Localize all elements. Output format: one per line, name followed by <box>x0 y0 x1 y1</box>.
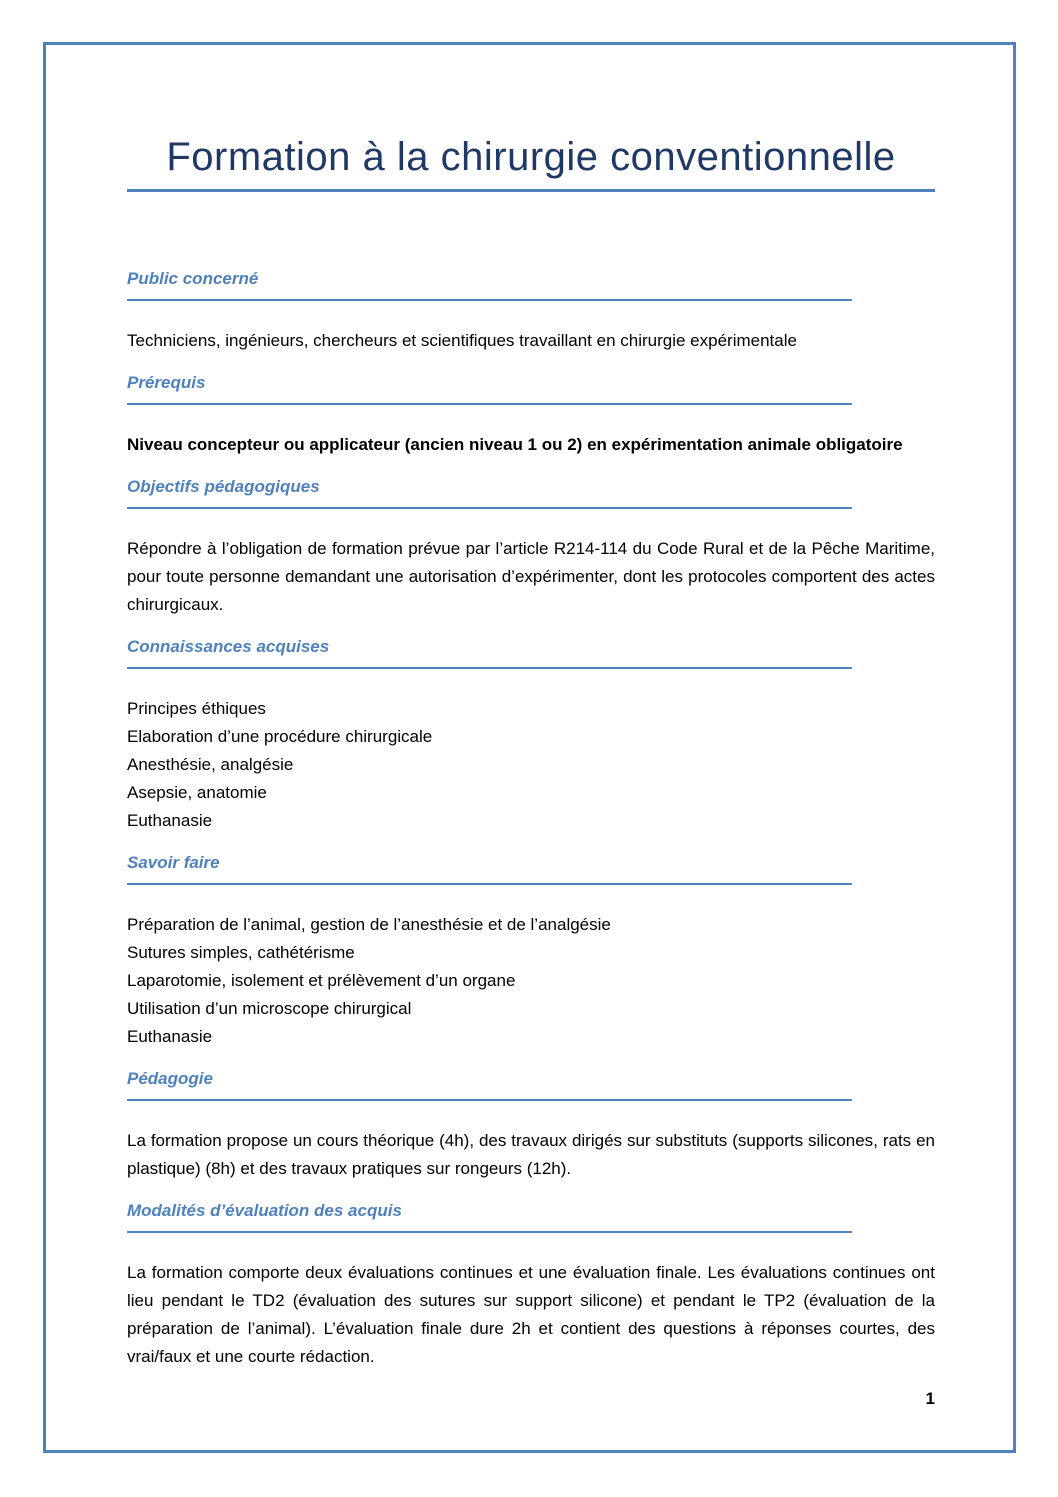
section-heading-modalites-evaluation: Modalités d’évaluation des acquis <box>127 1200 852 1233</box>
paragraph-public-concerne: Techniciens, ingénieurs, chercheurs et scientifiques travaillant en chirurgie expérimentale <box>127 331 797 350</box>
document-title: Formation à la chirurgie conventionnelle <box>127 133 935 192</box>
list-connaissances-acquises <box>127 695 935 835</box>
list-item: Préparation de l’animal, gestion de l’anesthésie et de l’analgésie <box>127 915 611 934</box>
page-number: 1 <box>925 1389 935 1408</box>
paragraph-prerequis: Niveau concepteur ou applicateur (ancien niveau 1 ou 2) en expérimentation animale obligatoire <box>127 435 903 454</box>
list-item: Anesthésie, analgésie <box>127 755 294 774</box>
section-heading-connaissances-acquises: Connaissances acquises <box>127 636 852 669</box>
section-heading-prerequis: Prérequis <box>127 372 852 405</box>
page-content <box>46 133 1013 1413</box>
section-heading-public-concerne: Public concerné <box>127 268 852 301</box>
list-item: Euthanasie <box>127 1027 213 1046</box>
section-heading-savoir-faire: Savoir faire <box>127 852 852 885</box>
page-border-frame <box>43 42 1016 1453</box>
list-item: Euthanasie <box>127 811 213 830</box>
list-item: Elaboration d’une procédure chirurgicale <box>127 727 433 746</box>
paragraph-pedagogie: La formation propose un cours théorique (4h), des travaux dirigés sur substituts (supports silicones, rats en plastique) (8h) et des travaux pratiques sur rongeurs (12h). <box>127 1131 935 1178</box>
list-savoir-faire <box>127 911 935 1051</box>
list-item: Principes éthiques <box>127 699 266 718</box>
paragraph-objectifs-pedagogiques: Répondre à l’obligation de formation prévue par l’article R214-114 du Code Rural et de la Pêche Maritime, pour toute personne demandant une autorisation d’expérimenter, dont les protocoles comportent des actes chirurgicaux. <box>127 539 935 614</box>
list-item: Sutures simples, cathétérisme <box>127 943 355 962</box>
section-heading-objectifs-pedagogiques: Objectifs pédagogiques <box>127 476 852 509</box>
list-item: Laparotomie, isolement et prélèvement d’un organe <box>127 971 516 990</box>
list-item: Asepsie, anatomie <box>127 783 267 802</box>
paragraph-modalites-evaluation: La formation comporte deux évaluations continues et une évaluation finale. Les évaluations continues ont lieu pendant le TD2 (évaluation des sutures sur support silicone) et pendant le TP2 (évaluation de la préparation de l’animal). L’évaluation finale dure 2h et contient des questions à réponses courtes, des vrai/faux et une courte rédaction. <box>127 1263 935 1366</box>
list-item: Utilisation d’un microscope chirurgical <box>127 999 412 1018</box>
section-heading-pedagogie: Pédagogie <box>127 1068 852 1101</box>
